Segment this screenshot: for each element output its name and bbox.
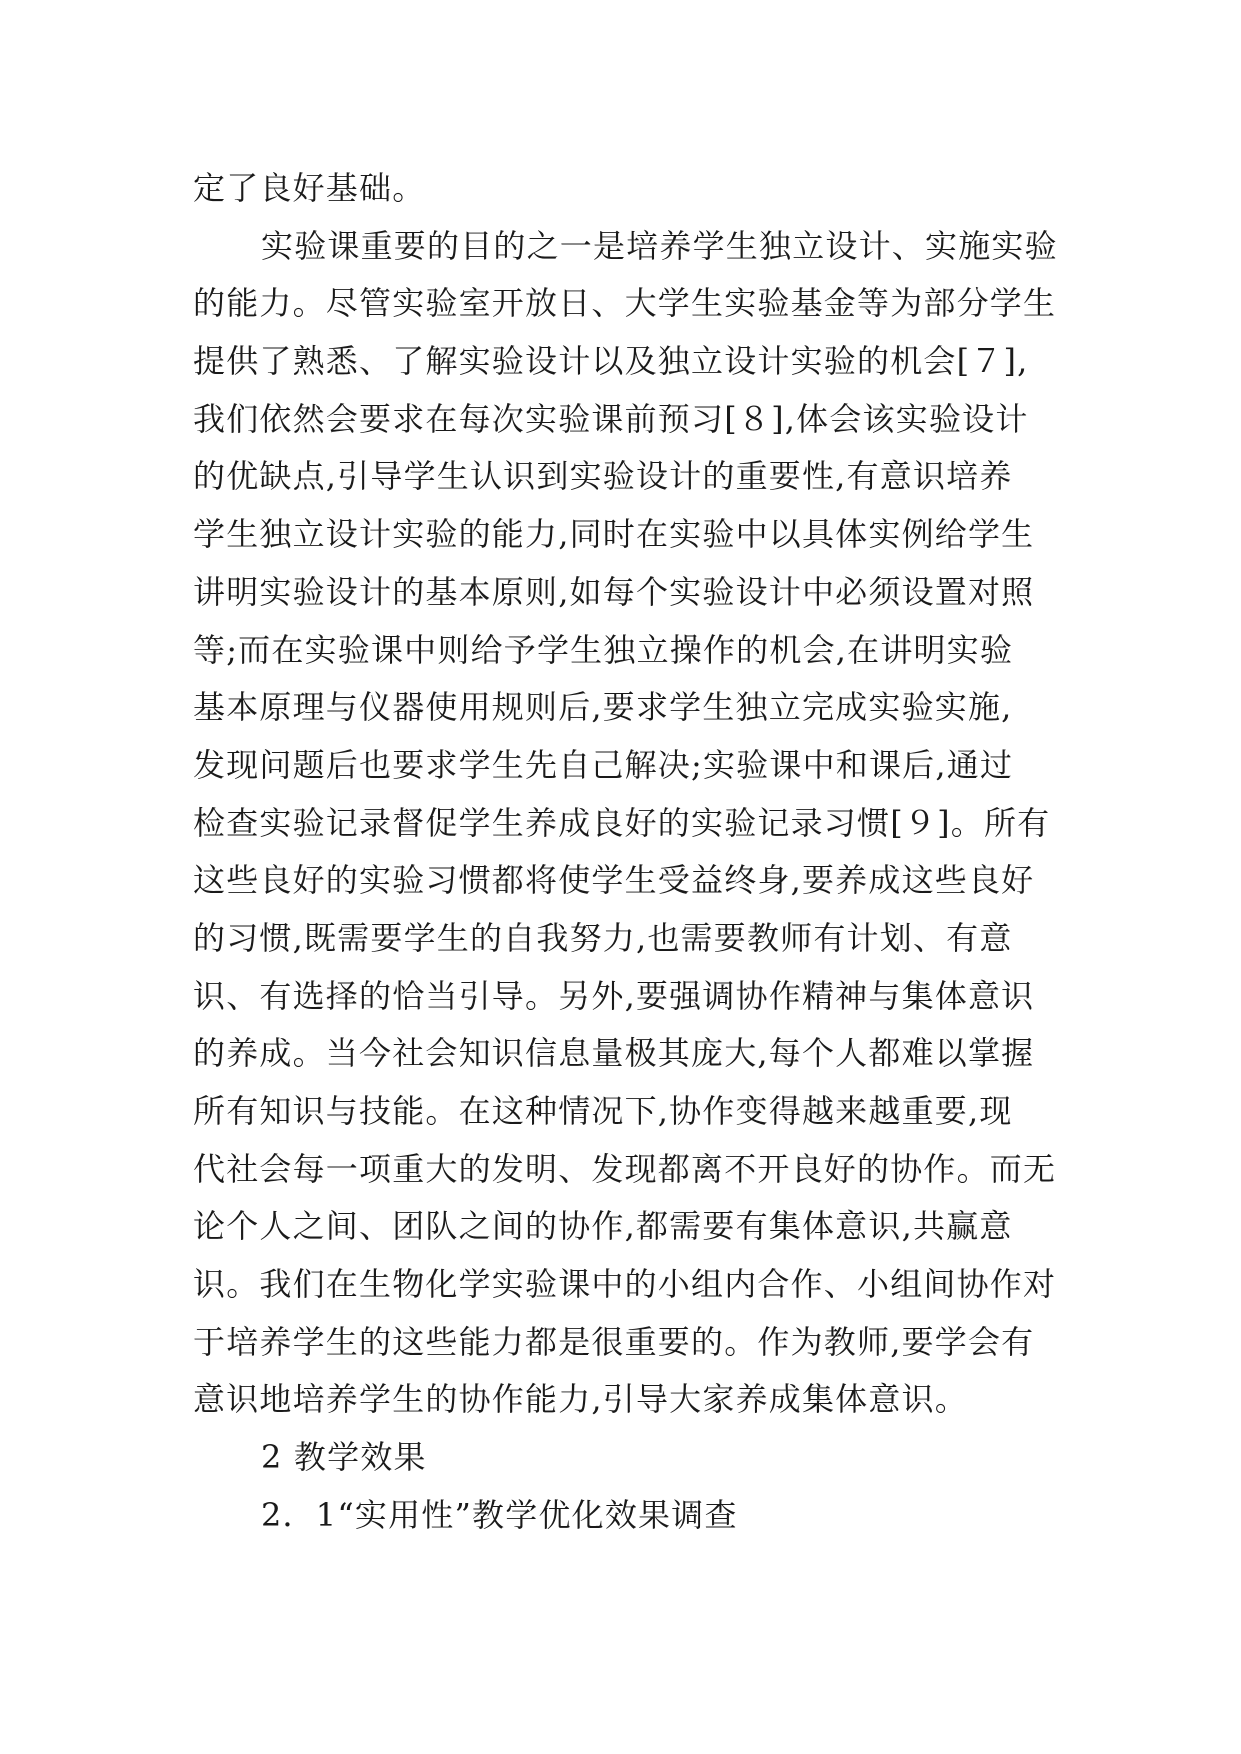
text-line: 讲明实验设计的基本原则,如每个实验设计中必须设置对照 [193,572,1035,611]
paragraph-start-line: 实验课重要的目的之一是培养学生独立设计、实施实验 [261,226,1058,265]
text-line: 发现问题后也要求学生先自己解决;实验课中和课后,通过 [193,745,1014,784]
text-line: 论个人之间、团队之间的协作,都需要有集体意识,共赢意 [193,1207,1013,1246]
text-line: 提供了熟悉、了解实验设计以及独立设计实验的机会[７], [193,342,1029,381]
text-line: 检查实验记录督促学生养成良好的实验记录习惯[９]。所有 [193,803,1051,842]
text-line: 意识地培养学生的协作能力,引导大家养成集体意识。 [193,1380,968,1419]
text-line: 代社会每一项重大的发明、发现都离不开良好的协作。而无 [193,1149,1057,1188]
body-text [193,160,1058,1545]
text-line: 定了良好基础。 [193,169,426,207]
text-line: 的优缺点,引导学生认识到实验设计的重要性,有意识培养 [193,457,1013,496]
subsection-heading: 2．1“实用性”教学优化效果调查 [261,1495,738,1534]
text-line: 的养成。当今社会知识信息量极其庞大,每个人都难以掌握 [193,1034,1035,1073]
text-line: 基本原理与仪器使用规则后,要求学生独立完成实验实施, [193,688,1013,727]
text-line: 所有知识与技能。在这种情况下,协作变得越来越重要,现 [193,1092,1013,1130]
section-heading: 2 教学效果 [261,1438,427,1477]
text-line: 识、有选择的恰当引导。另外,要强调协作精神与集体意识 [193,976,1035,1015]
text-line: 识。我们在生物化学实验课中的小组内合作、小组间协作对 [193,1265,1057,1304]
text-line: 学生独立设计实验的能力,同时在实验中以具体实例给学生 [193,515,1035,554]
text-line: 我们依然会要求在每次实验课前预习[８],体会该实验设计 [193,399,1029,438]
text-line: 等;而在实验课中则给予学生独立操作的机会,在讲明实验 [193,630,1014,669]
text-line: 的能力。尽管实验室开放日、大学生实验基金等为部分学生 [193,284,1057,323]
text-line: 这些良好的实验习惯都将使学生受益终身,要养成这些良好 [193,861,1035,900]
text-line: 于培养学生的这些能力都是很重要的。作为教师,要学会有 [193,1322,1035,1361]
text-line: 的习惯,既需要学生的自我努力,也需要教师有计划、有意 [193,918,1013,957]
